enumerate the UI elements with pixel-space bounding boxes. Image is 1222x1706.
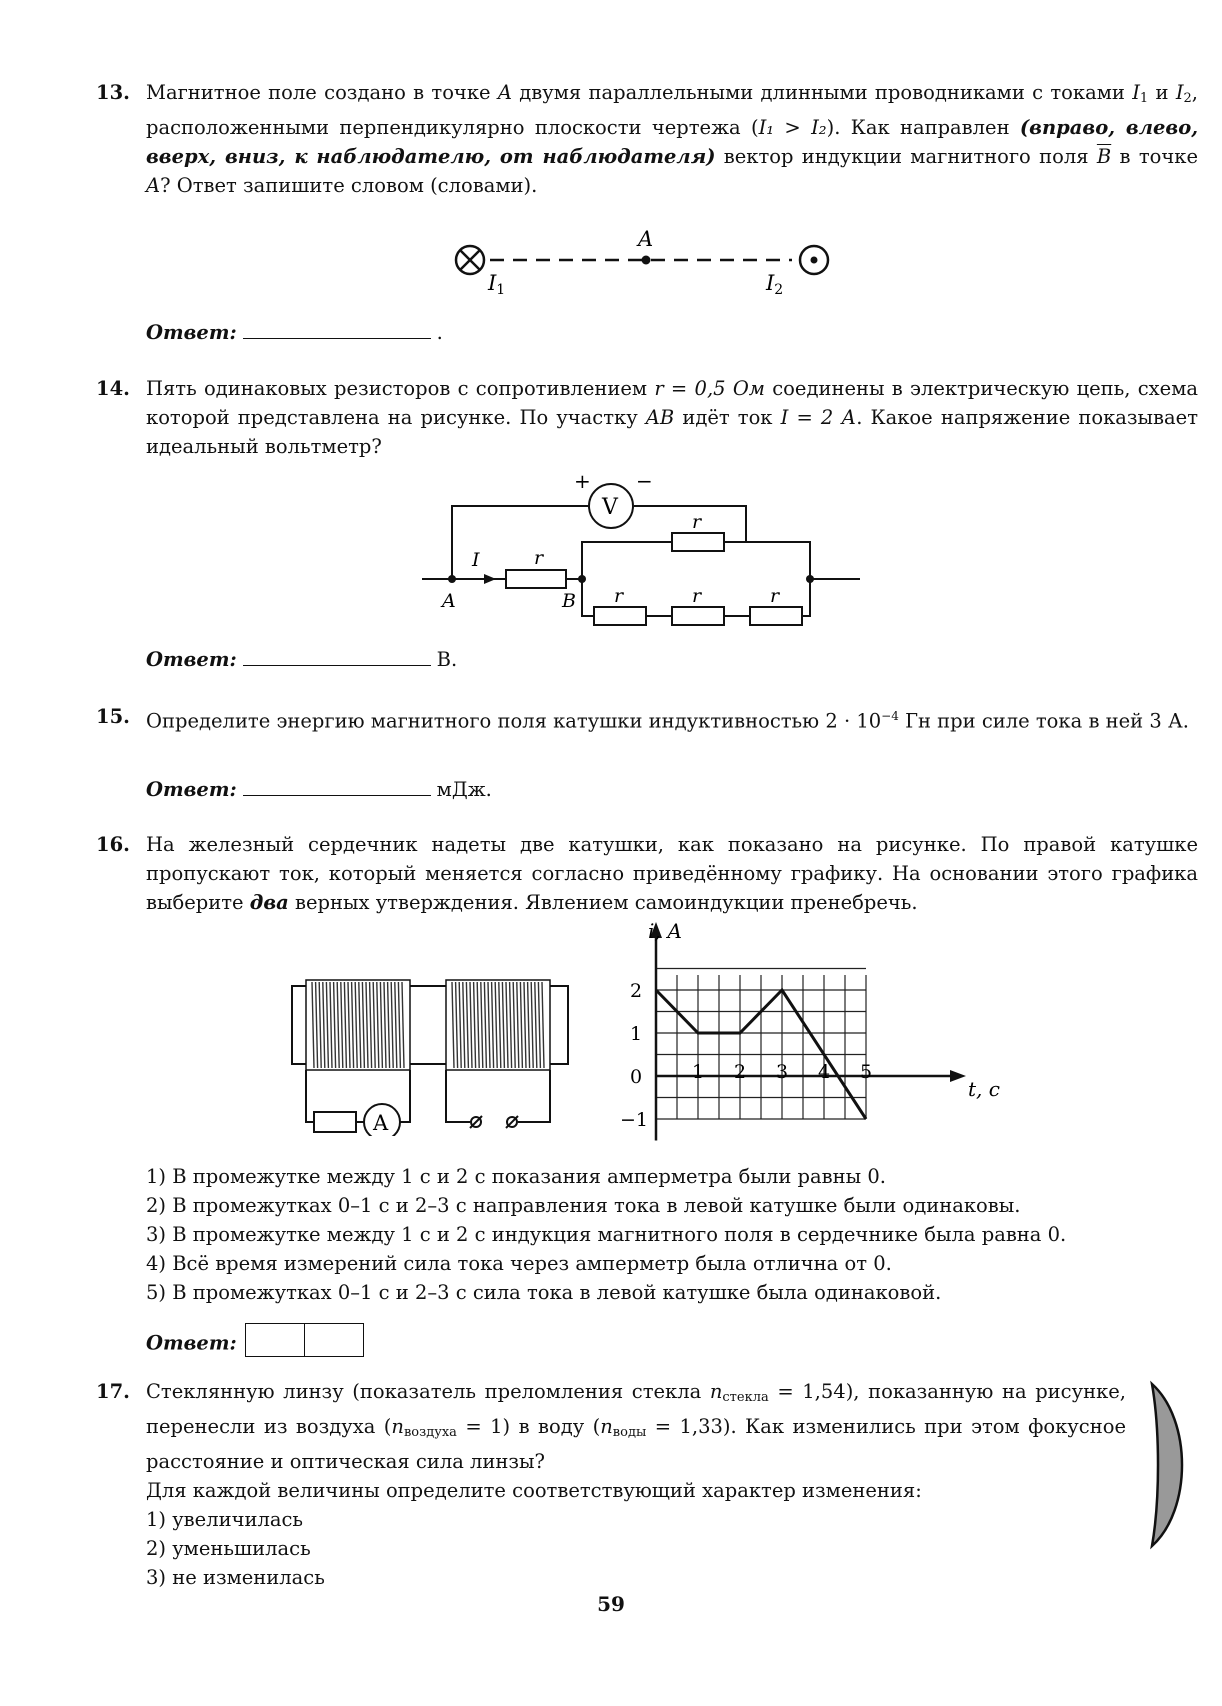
answer-box[interactable] bbox=[245, 1323, 305, 1357]
node bbox=[806, 575, 814, 583]
y-axis-label: i, А bbox=[648, 920, 683, 943]
node-b bbox=[578, 575, 586, 583]
task-17 bbox=[96, 1377, 1126, 1592]
task-number: 17. bbox=[96, 1380, 130, 1403]
label-r: r bbox=[692, 585, 702, 607]
chart-ticks bbox=[620, 980, 872, 1131]
task-text: Стеклянную линзу (показатель преломления стекла $n_{стекла} = 1,54$), показанную на рисунке, перенесли из воздуха $(n_{воздуха} = 1)$ в воду $(n_{воды} = 1,33)$. Как изменились при этом фокусное расстояние и оптическая сила линзы? bbox=[146, 1380, 1126, 1473]
x-axis-arrow-icon bbox=[950, 1070, 966, 1082]
option-item: 1) В промежутке между 1 с и 2 с показания амперметра были равны 0. bbox=[146, 1165, 886, 1188]
option-item: 3) не изменилась bbox=[146, 1566, 325, 1589]
chart-grid bbox=[656, 969, 866, 1120]
task-number: 15. bbox=[96, 705, 130, 728]
x-tick-label: 1 bbox=[692, 1061, 705, 1083]
label-i1: I1 bbox=[488, 271, 506, 298]
answer-box[interactable] bbox=[305, 1323, 364, 1357]
task-16-options bbox=[96, 1162, 1198, 1307]
y-tick-label: 1 bbox=[630, 1023, 643, 1045]
left-coil bbox=[306, 980, 410, 1070]
options-list bbox=[146, 1162, 1198, 1307]
resistor bbox=[750, 607, 802, 625]
circuit-figure bbox=[416, 474, 862, 630]
terminals-icon bbox=[470, 1116, 518, 1128]
task-text: Магнитное поле создано в точке A двумя параллельными длинными проводниками с токами $I_1$ и $I_2$, расположенными перпендикулярно плоскости чертежа (I₁ > I₂). Как направлен (вправо, влево, вверх, вниз, к наблюдателю, от наблюдателя) вектор индукции магнитного поля $\overline{B}$ в точке A? Ответ запишите словом (словами). bbox=[146, 81, 1198, 197]
x-tick-label: 4 bbox=[818, 1061, 831, 1083]
cross-conductor-icon bbox=[456, 246, 484, 274]
resistor bbox=[594, 607, 646, 625]
answer-field[interactable] bbox=[243, 777, 431, 796]
plus-sign: + bbox=[574, 474, 591, 493]
answer-13: Ответ: . bbox=[146, 321, 443, 344]
answer-boxes[interactable] bbox=[245, 1323, 364, 1365]
right-coil bbox=[446, 980, 550, 1070]
coils-figure bbox=[286, 976, 576, 1136]
task-number: 13. bbox=[96, 81, 130, 104]
task-16 bbox=[96, 830, 1198, 917]
label-a: A bbox=[638, 227, 654, 251]
instruction: Для каждой величины определите соответствующий характер изменения: bbox=[146, 1479, 922, 1502]
current-chart bbox=[620, 920, 1000, 1150]
resistors bbox=[506, 533, 802, 625]
label-r: r bbox=[770, 585, 780, 607]
x-tick-label: 2 bbox=[734, 1061, 747, 1083]
answer-15: Ответ: мДж. bbox=[146, 778, 492, 801]
task-text: Определите энергию магнитного поля катушки индуктивностью $2 \cdot 10^{-4}$ Гн при силе тока в ней 3 А. bbox=[146, 709, 1189, 733]
voltmeter-icon bbox=[589, 484, 633, 528]
conductors-figure bbox=[440, 222, 860, 302]
label-r: r bbox=[614, 585, 624, 607]
task-number: 16. bbox=[96, 833, 130, 856]
label-i2: I2 bbox=[766, 271, 784, 298]
task-number: 14. bbox=[96, 377, 130, 400]
x-axis-label: t, с bbox=[968, 1077, 1000, 1101]
task-text: Пять одинаковых резисторов с сопротивлением r = 0,5 Ом соединены в электрическую цепь, схема которой представлена на рисунке. По участку AB идёт ток I = 2 А. Какое напряжение показывает идеальный вольтметр? bbox=[146, 377, 1198, 458]
option-item: 3) В промежутке между 1 с и 2 с индукция магнитного поля в сердечнике была равна 0. bbox=[146, 1223, 1067, 1246]
resistor bbox=[672, 533, 724, 551]
label-r: r bbox=[692, 511, 702, 533]
label-r: r bbox=[534, 547, 544, 569]
y-tick-label: 0 bbox=[630, 1066, 643, 1088]
minus-sign: − bbox=[636, 474, 653, 493]
options-list bbox=[146, 1505, 1126, 1592]
y-tick-label: −1 bbox=[620, 1109, 649, 1131]
dot-conductor-icon bbox=[800, 246, 828, 274]
option-item: 2) уменьшилась bbox=[146, 1537, 311, 1560]
answer-14: Ответ: В. bbox=[146, 648, 458, 671]
task-text: На железный сердечник надеты две катушки, как показано на рисунке. По правой катушке пропускают ток, который меняется согласно приведённому графику. На основании этого графика выберите два верных утверждения. Явлением самоиндукции пренебречь. bbox=[146, 833, 1198, 914]
option-item: 2) В промежутках 0–1 с и 2–3 с направления тока в левой катушке были одинаковы. bbox=[146, 1194, 1021, 1217]
task-14 bbox=[96, 374, 1198, 461]
resistor bbox=[314, 1112, 356, 1132]
label-current: I bbox=[472, 549, 480, 571]
node-a bbox=[448, 575, 456, 583]
answer-field[interactable] bbox=[243, 647, 431, 666]
task-13 bbox=[96, 78, 1198, 200]
task-15 bbox=[96, 702, 1198, 736]
option-item: 4) Всё время измерений сила тока через амперметр была отлична от 0. bbox=[146, 1252, 892, 1275]
answer-16: Ответ: bbox=[96, 1323, 1198, 1365]
point-a bbox=[642, 256, 651, 265]
resistor bbox=[506, 570, 566, 588]
label-b: B bbox=[562, 590, 576, 612]
svg-text:A: A bbox=[373, 1111, 389, 1135]
option-item: 5) В промежутках 0–1 с и 2–3 с сила тока в левой катушке была одинаковой. bbox=[146, 1281, 942, 1304]
resistor bbox=[672, 607, 724, 625]
lens-icon bbox=[1140, 1380, 1200, 1550]
x-tick-label: 5 bbox=[860, 1061, 873, 1083]
svg-text:V: V bbox=[602, 495, 618, 520]
answer-field[interactable] bbox=[243, 320, 431, 339]
y-tick-label: 2 bbox=[630, 980, 643, 1002]
ammeter-icon bbox=[364, 1104, 400, 1136]
option-item: 1) увеличилась bbox=[146, 1508, 304, 1531]
x-tick-label: 3 bbox=[776, 1061, 789, 1083]
label-a: A bbox=[442, 590, 456, 612]
page-number: 59 bbox=[597, 1592, 625, 1616]
